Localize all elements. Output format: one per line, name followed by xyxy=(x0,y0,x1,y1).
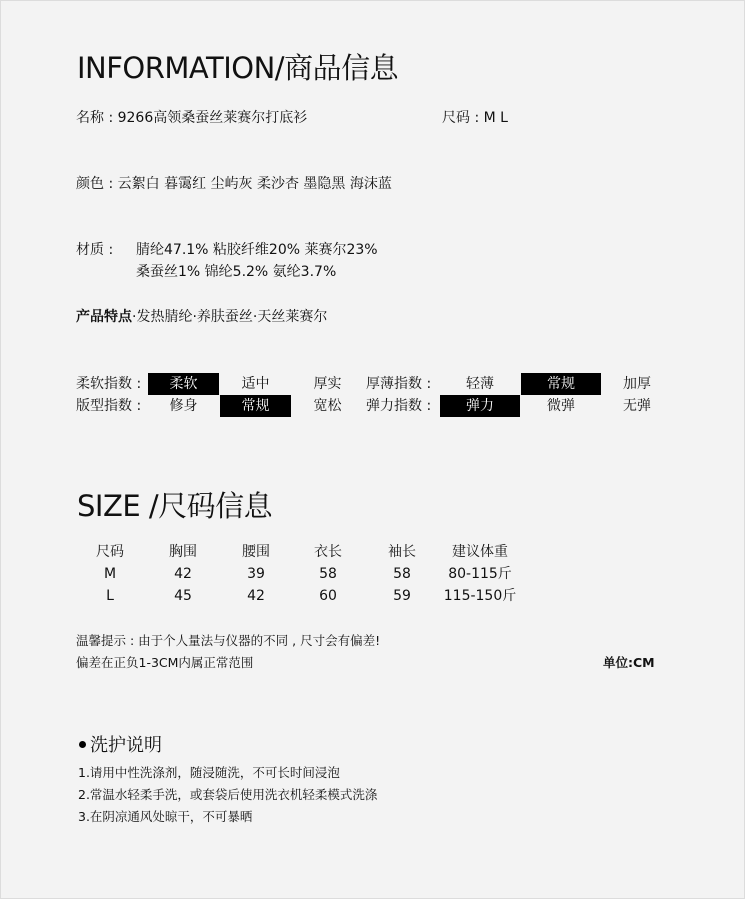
softness-option-thick: 厚实 xyxy=(313,376,342,392)
thickness-option-thick: 加厚 xyxy=(623,376,651,392)
features-label: 产品特点 xyxy=(76,309,132,325)
row-m-sleeve: 58 xyxy=(393,566,411,582)
row-m-length: 58 xyxy=(319,566,337,582)
size-tip-line-1: 温馨提示 : 由于个人量法与仪器的不同 , 尺寸会有偏差! xyxy=(76,633,381,648)
material-line-1: 腈纶47.1% 粘胶纤维20% 莱赛尔23% xyxy=(136,242,378,258)
thickness-label: 厚薄指数 : xyxy=(366,376,432,392)
header-weight: 建议体重 xyxy=(452,544,508,560)
product-name: 名称 : 9266高领桑蚕丝莱赛尔打底衫 xyxy=(76,110,308,126)
information-title: INFORMATION/商品信息 xyxy=(77,51,399,85)
row-l-size: L xyxy=(106,588,114,604)
header-length: 衣长 xyxy=(314,544,342,560)
features-text: ·发热腈纶·养肤蚕丝·天丝莱赛尔 xyxy=(132,309,328,325)
thickness-option-regular: 常规 xyxy=(521,373,601,395)
row-m-weight: 80-115斤 xyxy=(448,566,512,582)
material-label: 材质 : xyxy=(76,242,114,258)
size-unit: 单位:CM xyxy=(603,655,655,670)
header-waist: 腰围 xyxy=(242,544,270,560)
care-item-1: 1.请用中性洗涤剂，随浸随洗，不可长时间浸泡 xyxy=(78,765,340,780)
elasticity-option-slight: 微弹 xyxy=(547,398,575,414)
row-l-length: 60 xyxy=(319,588,337,604)
softness-option-soft: 柔软 xyxy=(148,373,219,395)
care-title-row xyxy=(79,734,162,758)
size-title: SIZE /尺码信息 xyxy=(77,489,273,523)
row-m-size: M xyxy=(103,566,117,582)
thickness-option-light: 轻薄 xyxy=(466,376,494,392)
row-m-waist: 39 xyxy=(247,566,265,582)
care-item-2: 2.常温水轻柔手洗，或套袋后使用洗衣机轻柔模式洗涤 xyxy=(78,787,378,802)
fit-label: 版型指数 : xyxy=(76,398,142,414)
fit-option-slim: 修身 xyxy=(169,398,198,414)
softness-option-medium: 适中 xyxy=(241,376,270,392)
care-title: 洗护说明 xyxy=(90,735,162,756)
product-features xyxy=(76,306,327,328)
material-line-2: 桑蚕丝1% 锦纶5.2% 氨纶3.7% xyxy=(136,264,337,280)
softness-label: 柔软指数 : xyxy=(76,376,142,392)
size-tip-line-2: 偏差在正负1-3CM内属正常范围 xyxy=(76,655,254,670)
header-chest: 胸围 xyxy=(169,544,197,560)
care-item-3: 3.在阴凉通风处晾干，不可暴晒 xyxy=(78,809,253,824)
fit-option-loose: 宽松 xyxy=(313,398,342,414)
row-l-weight: 115-150斤 xyxy=(443,588,517,604)
header-size: 尺码 xyxy=(96,544,124,560)
elasticity-option-stretch: 弹力 xyxy=(440,395,520,417)
elasticity-option-none: 无弹 xyxy=(623,398,651,414)
product-sizes: 尺码 : M L xyxy=(442,110,508,126)
row-m-chest: 42 xyxy=(174,566,192,582)
bullet-icon xyxy=(79,741,86,748)
fit-option-regular: 常规 xyxy=(220,395,291,417)
row-l-waist: 42 xyxy=(247,588,265,604)
elasticity-label: 弹力指数 : xyxy=(366,398,432,414)
header-sleeve: 袖长 xyxy=(388,544,416,560)
row-l-chest: 45 xyxy=(174,588,192,604)
row-l-sleeve: 59 xyxy=(393,588,411,604)
product-colors: 颜色 : 云絮白 暮霭红 尘屿灰 柔沙杏 墨隐黑 海沫蓝 xyxy=(76,176,392,192)
